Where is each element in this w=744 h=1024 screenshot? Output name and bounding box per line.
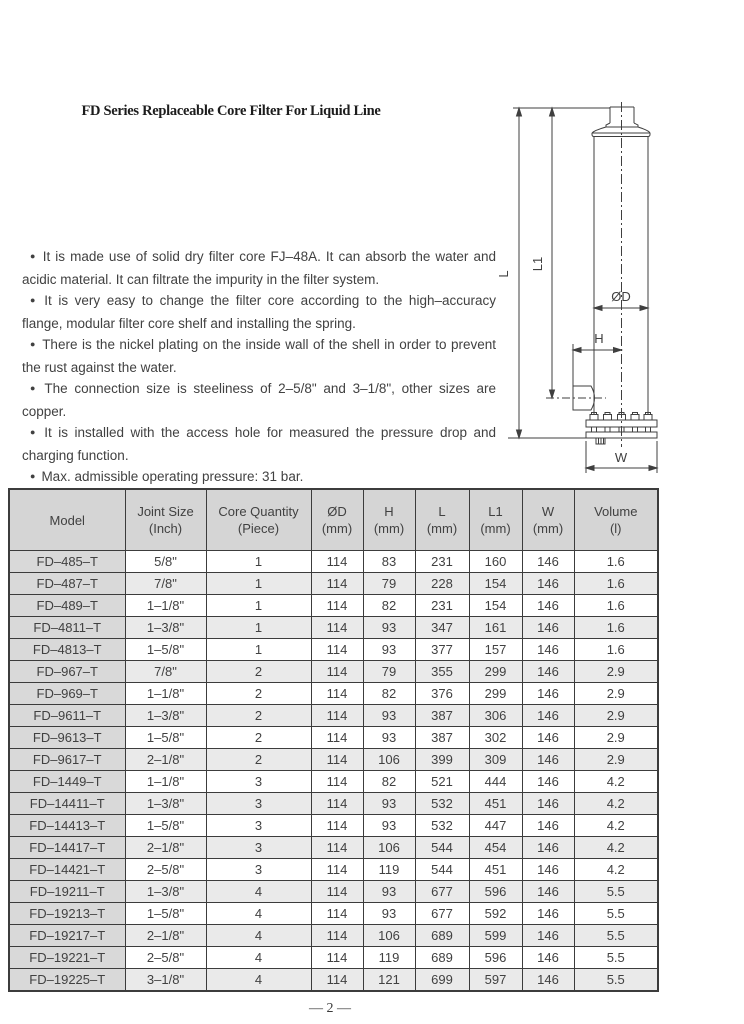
- table-cell: 114: [311, 551, 363, 573]
- table-row: [9, 749, 658, 771]
- table-cell: 114: [311, 947, 363, 969]
- table-cell: 146: [522, 969, 574, 992]
- table-cell: 3: [206, 859, 311, 881]
- column-header-line1: ØD: [327, 504, 347, 519]
- table-cell: 1.6: [574, 551, 658, 573]
- table-cell: 114: [311, 771, 363, 793]
- table-cell: 146: [522, 771, 574, 793]
- column-header: [522, 489, 574, 551]
- table-row: [9, 859, 658, 881]
- model-cell: FD–19221–T: [9, 947, 125, 969]
- column-header-line2: (Inch): [148, 521, 183, 536]
- model-cell: FD–14411–T: [9, 793, 125, 815]
- table-cell: 228: [415, 573, 469, 595]
- table-cell: 444: [469, 771, 522, 793]
- table-cell: 1: [206, 573, 311, 595]
- feature-item: [22, 378, 496, 422]
- table-row: [9, 551, 658, 573]
- table-cell: 1–1/8": [125, 771, 206, 793]
- table-header-row: [9, 489, 658, 551]
- table-cell: 93: [363, 727, 415, 749]
- column-header-line2: (mm): [426, 521, 458, 536]
- table-cell: 154: [469, 595, 522, 617]
- table-cell: 93: [363, 705, 415, 727]
- table-cell: 114: [311, 815, 363, 837]
- table-cell: 2: [206, 749, 311, 771]
- table-cell: 1: [206, 639, 311, 661]
- table-row: [9, 771, 658, 793]
- column-header: [311, 489, 363, 551]
- table-cell: 306: [469, 705, 522, 727]
- arrowhead: [640, 306, 648, 311]
- arrowhead: [594, 306, 602, 311]
- dim-label-OD: ØD: [611, 289, 631, 304]
- table-cell: 160: [469, 551, 522, 573]
- arrowhead: [573, 348, 581, 353]
- table-cell: 146: [522, 859, 574, 881]
- dim-label-W: W: [614, 450, 628, 465]
- column-header-line2: (l): [609, 521, 622, 536]
- table-cell: 146: [522, 551, 574, 573]
- table-cell: 699: [415, 969, 469, 992]
- column-header-line2: (mm): [480, 521, 511, 536]
- feature-item: [22, 246, 496, 290]
- model-cell: FD–485–T: [9, 551, 125, 573]
- table-row: [9, 815, 658, 837]
- table-cell: 1–5/8": [125, 903, 206, 925]
- column-header-line1: Volume: [594, 504, 638, 519]
- bullet-icon: ●: [30, 383, 39, 393]
- table-cell: 302: [469, 727, 522, 749]
- table-cell: 146: [522, 617, 574, 639]
- table-cell: 114: [311, 925, 363, 947]
- table-cell: 689: [415, 925, 469, 947]
- table-cell: 355: [415, 661, 469, 683]
- table-cell: 93: [363, 903, 415, 925]
- table-cell: 146: [522, 793, 574, 815]
- table-cell: 146: [522, 727, 574, 749]
- table-cell: 146: [522, 815, 574, 837]
- table-cell: 3–1/8": [125, 969, 206, 992]
- table-cell: 677: [415, 903, 469, 925]
- table-row: [9, 683, 658, 705]
- model-cell: FD–967–T: [9, 661, 125, 683]
- table-cell: 1: [206, 617, 311, 639]
- table-cell: 121: [363, 969, 415, 992]
- table-cell: 689: [415, 947, 469, 969]
- table-cell: 161: [469, 617, 522, 639]
- table-cell: 451: [469, 793, 522, 815]
- model-cell: FD–4811–T: [9, 617, 125, 639]
- page-number: — 2 —: [309, 1001, 351, 1016]
- table-cell: 1: [206, 595, 311, 617]
- feature-text: It is installed with the access hole for measured the pressure drop and charging function.: [22, 425, 496, 463]
- column-header-line2: (mm): [321, 521, 353, 536]
- table-cell: 5.5: [574, 903, 658, 925]
- table-cell: 1–3/8": [125, 617, 206, 639]
- table-cell: 4.2: [574, 837, 658, 859]
- bullet-icon: ●: [30, 471, 36, 481]
- model-cell: FD–19217–T: [9, 925, 125, 947]
- table-cell: 146: [522, 881, 574, 903]
- table-cell: 377: [415, 639, 469, 661]
- table-cell: 1–3/8": [125, 881, 206, 903]
- table-cell: 2–1/8": [125, 837, 206, 859]
- table-cell: 114: [311, 969, 363, 992]
- table-cell: 146: [522, 903, 574, 925]
- table-row: [9, 617, 658, 639]
- table-cell: 677: [415, 881, 469, 903]
- table-cell: 309: [469, 749, 522, 771]
- table-cell: 146: [522, 947, 574, 969]
- table-cell: 1–1/8": [125, 683, 206, 705]
- table-cell: 299: [469, 683, 522, 705]
- model-cell: FD–4813–T: [9, 639, 125, 661]
- table-cell: 3: [206, 793, 311, 815]
- model-cell: FD–19225–T: [9, 969, 125, 992]
- column-header-line1: W: [541, 504, 555, 519]
- table-cell: 2–5/8": [125, 947, 206, 969]
- column-header: [9, 489, 125, 551]
- table-cell: 7/8": [125, 573, 206, 595]
- table-row: [9, 727, 658, 749]
- table-cell: 3: [206, 815, 311, 837]
- table-cell: 2: [206, 661, 311, 683]
- table-cell: 2.9: [574, 749, 658, 771]
- model-cell: FD–9611–T: [9, 705, 125, 727]
- table-cell: 93: [363, 617, 415, 639]
- table-cell: 447: [469, 815, 522, 837]
- table-cell: 93: [363, 881, 415, 903]
- table-cell: 146: [522, 925, 574, 947]
- table-cell: 79: [363, 573, 415, 595]
- bottom-fitting: [596, 438, 605, 444]
- column-header-line2: (mm): [373, 521, 405, 536]
- table-cell: 544: [415, 837, 469, 859]
- table-row: [9, 881, 658, 903]
- table-cell: 146: [522, 683, 574, 705]
- table-cell: 93: [363, 793, 415, 815]
- table-cell: 82: [363, 683, 415, 705]
- arrowhead: [517, 108, 522, 116]
- column-header: [125, 489, 206, 551]
- feature-item: [22, 290, 496, 334]
- bullet-icon: ●: [30, 427, 39, 437]
- table-cell: 114: [311, 683, 363, 705]
- model-cell: FD–19213–T: [9, 903, 125, 925]
- model-cell: FD–14421–T: [9, 859, 125, 881]
- table-cell: 5.5: [574, 925, 658, 947]
- table-cell: 106: [363, 749, 415, 771]
- table-cell: 532: [415, 815, 469, 837]
- table-cell: 1.6: [574, 639, 658, 661]
- column-header: [363, 489, 415, 551]
- table-cell: 82: [363, 595, 415, 617]
- table-cell: 2: [206, 683, 311, 705]
- table-cell: 114: [311, 727, 363, 749]
- table-row: [9, 595, 658, 617]
- dim-label-L1: L1: [530, 256, 545, 272]
- feature-text: There is the nickel plating on the inside wall of the shell in order to prevent the rust against the water.: [22, 337, 496, 375]
- table-cell: 83: [363, 551, 415, 573]
- column-header-line1: H: [384, 504, 394, 519]
- table-cell: 114: [311, 617, 363, 639]
- table-cell: 4.2: [574, 771, 658, 793]
- table-row: [9, 947, 658, 969]
- table-cell: 1.6: [574, 573, 658, 595]
- table-cell: 157: [469, 639, 522, 661]
- table-cell: 2.9: [574, 727, 658, 749]
- table-cell: 114: [311, 573, 363, 595]
- model-cell: FD–19211–T: [9, 881, 125, 903]
- table-cell: 82: [363, 771, 415, 793]
- table-cell: 2–5/8": [125, 859, 206, 881]
- table-cell: 5.5: [574, 969, 658, 992]
- table-cell: 114: [311, 595, 363, 617]
- table-cell: 451: [469, 859, 522, 881]
- column-header-line2: (mm): [532, 521, 564, 536]
- feature-text: It is made use of solid dry filter core FJ–48A. It can absorb the water and acidic material. It can filtrate the impurity in the filter system.: [22, 249, 497, 287]
- table-row: [9, 903, 658, 925]
- dim-label-H: H: [594, 331, 604, 346]
- table-cell: 7/8": [125, 661, 206, 683]
- table-cell: 146: [522, 661, 574, 683]
- arrowhead: [649, 466, 657, 471]
- table-cell: 114: [311, 903, 363, 925]
- table-cell: 2: [206, 727, 311, 749]
- table-row: [9, 837, 658, 859]
- column-header-line2: (Piece): [237, 521, 280, 536]
- table-cell: 596: [469, 947, 522, 969]
- table-cell: 347: [415, 617, 469, 639]
- table-cell: 2.9: [574, 705, 658, 727]
- table-cell: 114: [311, 661, 363, 683]
- table-cell: 1–3/8": [125, 705, 206, 727]
- arrowhead: [517, 430, 522, 438]
- table-cell: 1–5/8": [125, 815, 206, 837]
- table-cell: 146: [522, 595, 574, 617]
- table-cell: 93: [363, 639, 415, 661]
- table-cell: 2–1/8": [125, 925, 206, 947]
- table-cell: 146: [522, 837, 574, 859]
- column-header: [415, 489, 469, 551]
- table-cell: 4: [206, 881, 311, 903]
- table-cell: 1.6: [574, 617, 658, 639]
- table-cell: 114: [311, 749, 363, 771]
- table-row: [9, 793, 658, 815]
- feature-item: [22, 466, 496, 489]
- table-cell: 4: [206, 903, 311, 925]
- table-cell: 119: [363, 859, 415, 881]
- table-cell: 532: [415, 793, 469, 815]
- table-cell: 597: [469, 969, 522, 992]
- table-row: [9, 969, 658, 992]
- table-cell: 106: [363, 837, 415, 859]
- table-cell: 1.6: [574, 595, 658, 617]
- arrowhead: [550, 390, 555, 398]
- table-cell: 93: [363, 815, 415, 837]
- feature-text: Max. admissible operating pressure: 31 bar.: [41, 469, 304, 484]
- column-header: [206, 489, 311, 551]
- dim-label-L: L: [496, 270, 511, 278]
- table-cell: 79: [363, 661, 415, 683]
- table-cell: 1–5/8": [125, 727, 206, 749]
- table-cell: 387: [415, 705, 469, 727]
- table-cell: 3: [206, 837, 311, 859]
- table-cell: 114: [311, 793, 363, 815]
- model-cell: FD–9617–T: [9, 749, 125, 771]
- column-header: [469, 489, 522, 551]
- table-cell: 376: [415, 683, 469, 705]
- table-cell: 2.9: [574, 661, 658, 683]
- page-title: FD Series Replaceable Core Filter For Liquid Line: [81, 103, 381, 119]
- table-cell: 592: [469, 903, 522, 925]
- model-cell: FD–969–T: [9, 683, 125, 705]
- table-cell: 154: [469, 573, 522, 595]
- table-cell: 5.5: [574, 947, 658, 969]
- column-header-line1: Model: [49, 512, 85, 528]
- table-cell: 4.2: [574, 793, 658, 815]
- table-cell: 231: [415, 551, 469, 573]
- arrowhead: [550, 108, 555, 116]
- table-cell: 114: [311, 705, 363, 727]
- column-header-line1: L1: [488, 504, 503, 519]
- table-cell: 114: [311, 639, 363, 661]
- table-cell: 146: [522, 573, 574, 595]
- table-cell: 1–5/8": [125, 639, 206, 661]
- table-row: [9, 925, 658, 947]
- table-cell: 5/8": [125, 551, 206, 573]
- column-header: [574, 489, 658, 551]
- table-cell: 231: [415, 595, 469, 617]
- table-cell: 2: [206, 705, 311, 727]
- column-header-line1: L: [438, 504, 446, 519]
- table-cell: 146: [522, 749, 574, 771]
- table-cell: 521: [415, 771, 469, 793]
- table-cell: 2.9: [574, 683, 658, 705]
- table-body: [9, 551, 658, 992]
- model-cell: FD–1449–T: [9, 771, 125, 793]
- table-row: [9, 705, 658, 727]
- table-row: [9, 639, 658, 661]
- table-cell: 544: [415, 859, 469, 881]
- model-cell: FD–14417–T: [9, 837, 125, 859]
- model-cell: FD–9613–T: [9, 727, 125, 749]
- table-cell: 299: [469, 661, 522, 683]
- table-cell: 4: [206, 947, 311, 969]
- table-row: [9, 661, 658, 683]
- table-cell: 114: [311, 881, 363, 903]
- arrowhead: [586, 466, 594, 471]
- model-cell: FD–489–T: [9, 595, 125, 617]
- model-cell: FD–14413–T: [9, 815, 125, 837]
- table-cell: 387: [415, 727, 469, 749]
- feature-text: It is very easy to change the filter core according to the high–accuracy flange, modular filter core shelf and installing the spring.: [22, 293, 496, 331]
- table-cell: 146: [522, 705, 574, 727]
- table-cell: 1–1/8": [125, 595, 206, 617]
- table-cell: 596: [469, 881, 522, 903]
- table-cell: 599: [469, 925, 522, 947]
- specification-table: [8, 488, 659, 992]
- column-header-line1: Core Quantity: [218, 504, 299, 519]
- bullet-icon: ●: [30, 251, 37, 261]
- model-cell: FD–487–T: [9, 573, 125, 595]
- feature-item: [22, 422, 496, 466]
- column-header-line1: Joint Size: [137, 504, 194, 519]
- table-cell: 146: [522, 639, 574, 661]
- bullet-icon: ●: [30, 295, 39, 305]
- table-cell: 5.5: [574, 881, 658, 903]
- table-cell: 114: [311, 859, 363, 881]
- arrowhead: [614, 348, 622, 353]
- filter-drier-technical-drawing: [494, 92, 744, 482]
- table-cell: 1: [206, 551, 311, 573]
- feature-item: [22, 334, 496, 378]
- table-cell: 3: [206, 771, 311, 793]
- table-cell: 4: [206, 925, 311, 947]
- table-cell: 4: [206, 969, 311, 992]
- table-cell: 4.2: [574, 815, 658, 837]
- bullet-icon: ●: [30, 339, 37, 349]
- table-cell: 4.2: [574, 859, 658, 881]
- table-cell: 2–1/8": [125, 749, 206, 771]
- table-cell: 106: [363, 925, 415, 947]
- table-cell: 1–3/8": [125, 793, 206, 815]
- table-cell: 399: [415, 749, 469, 771]
- features-list: [22, 246, 496, 512]
- table-cell: 454: [469, 837, 522, 859]
- table-cell: 114: [311, 837, 363, 859]
- table-cell: 119: [363, 947, 415, 969]
- feature-text: The connection size is steeliness of 2–5/8" and 3–1/8", other sizes are copper.: [22, 381, 496, 419]
- table-row: [9, 573, 658, 595]
